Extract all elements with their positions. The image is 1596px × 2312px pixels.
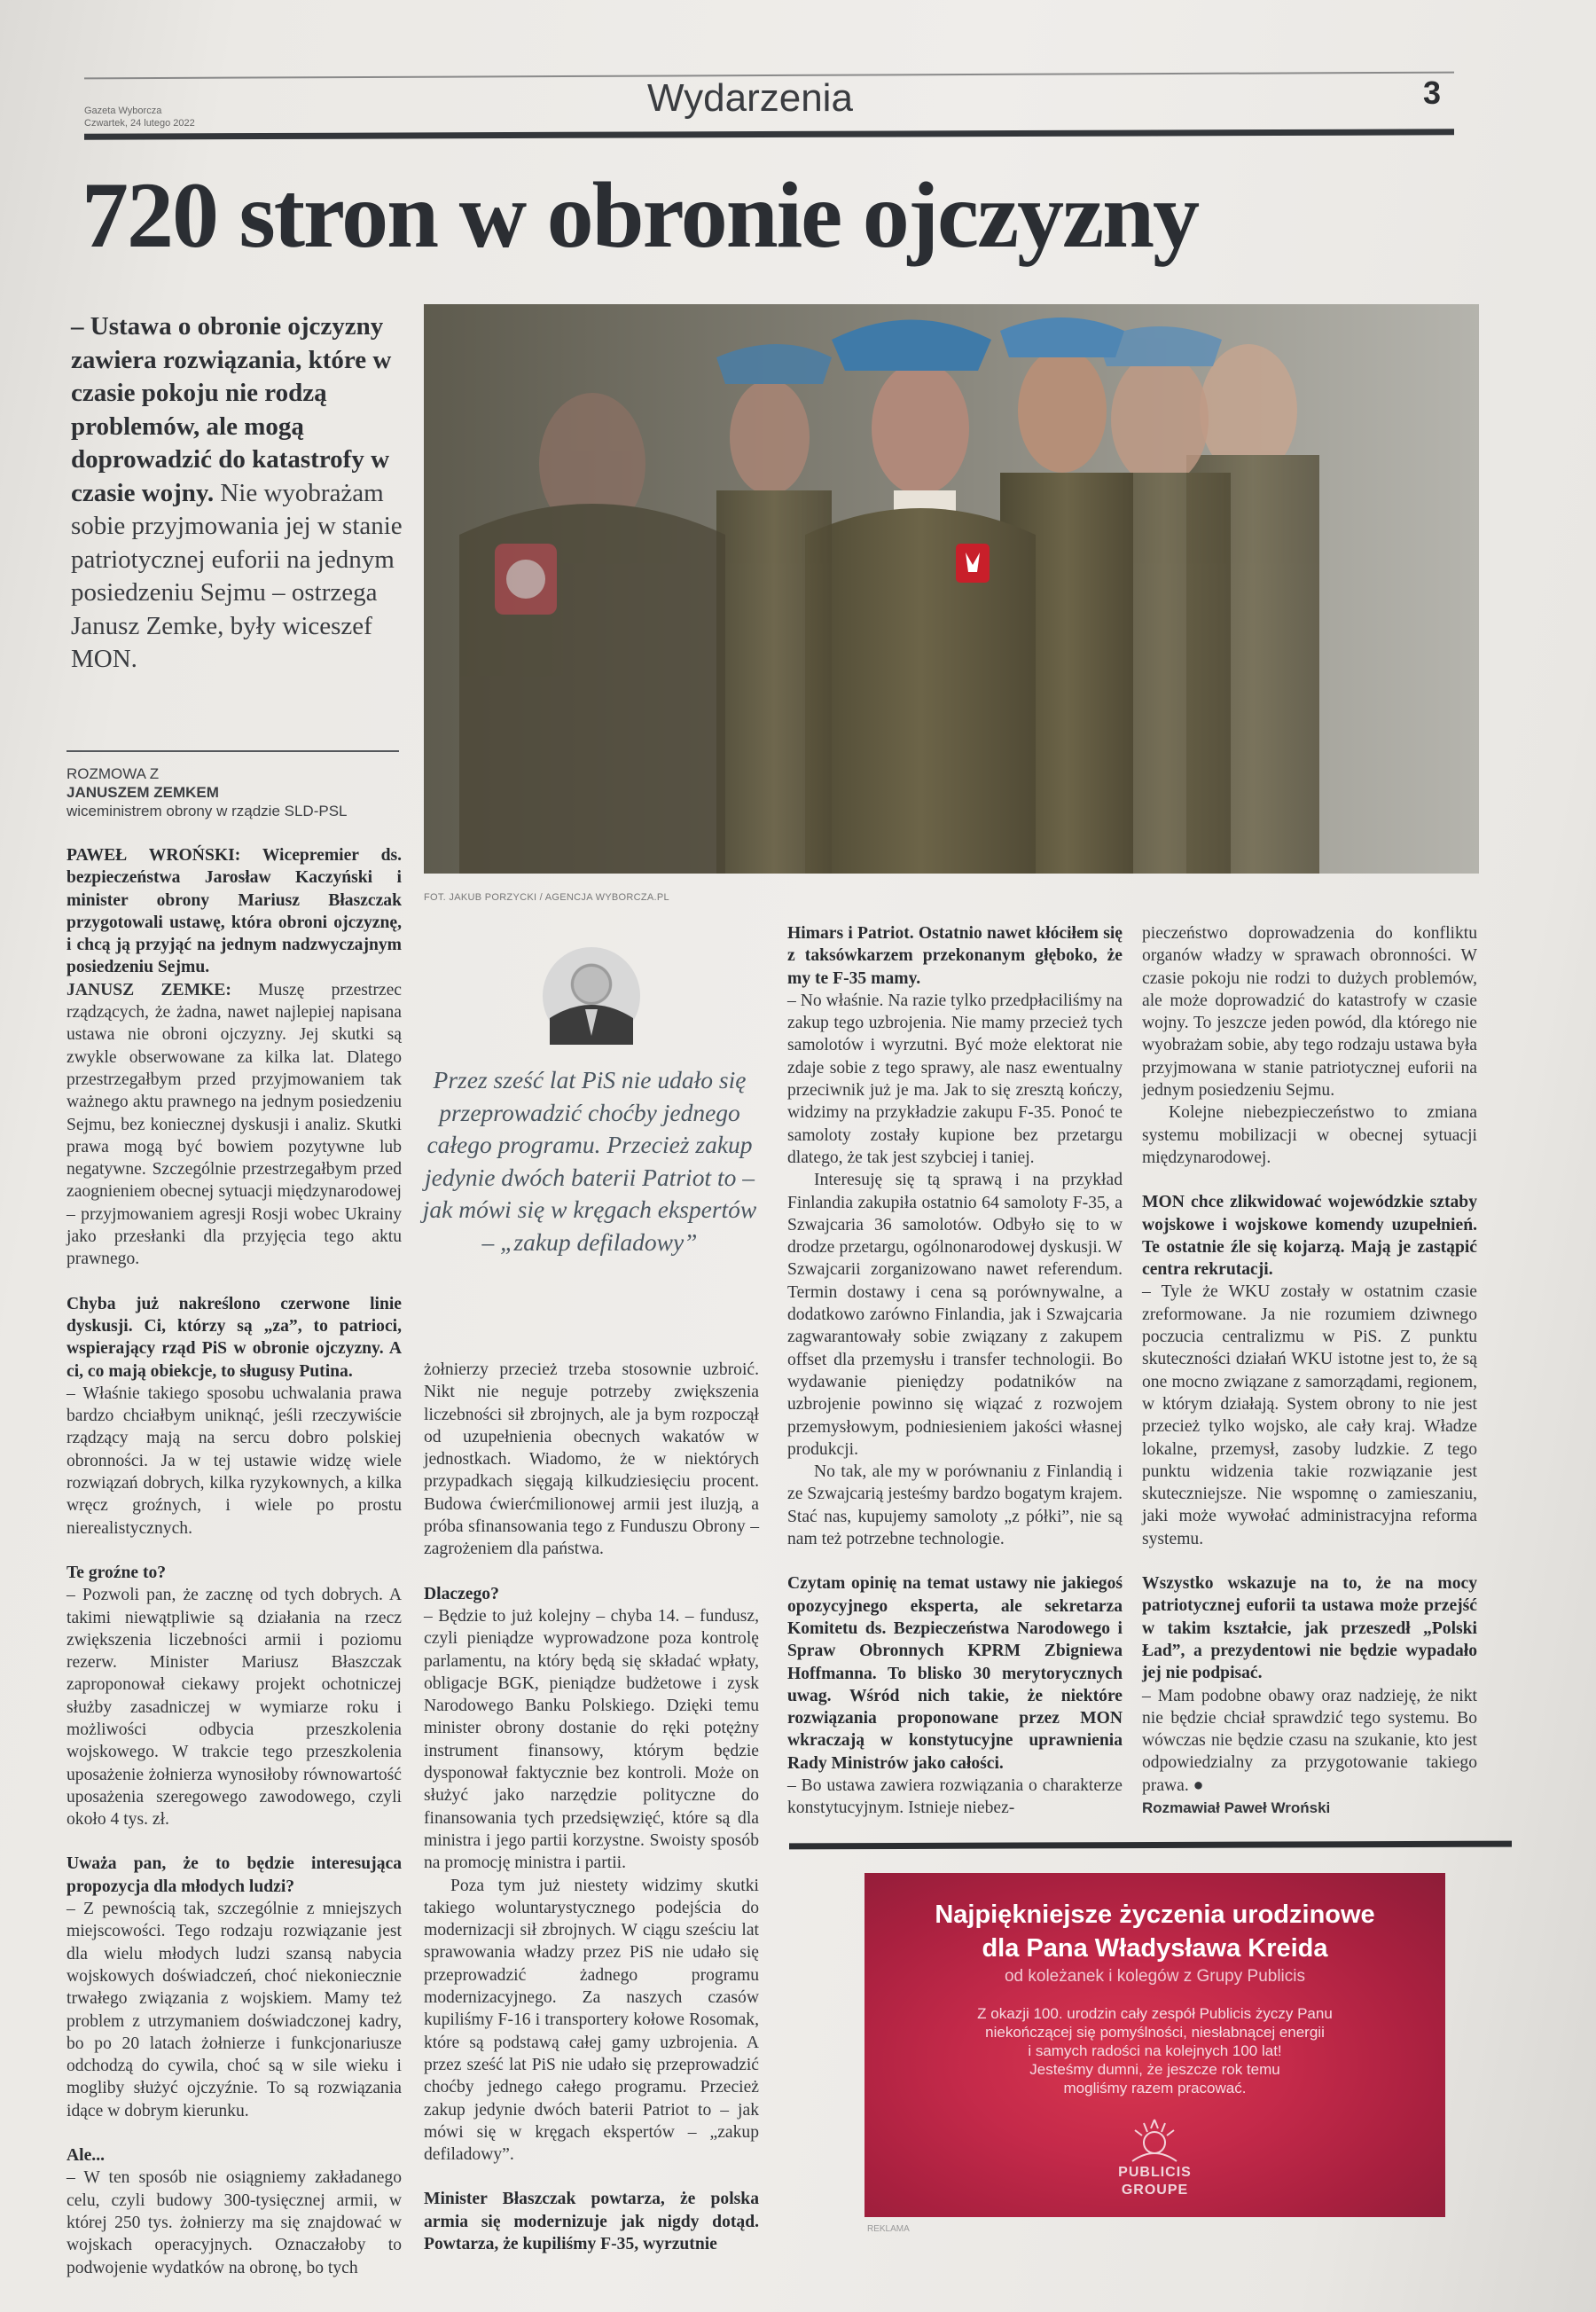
- ad-title-line: Najpiękniejsze życzenia urodzinowe: [935, 1901, 1375, 1929]
- issue-date: Czwartek, 24 lutego 2022: [84, 118, 195, 129]
- paragraph-text: Kolejne niebezpieczeństwo to zmiana systemu mobilizacji w obecnej sytuacji międzynarodowej.: [1142, 1103, 1477, 1167]
- paragraph-text: Dlaczego?: [424, 1584, 499, 1603]
- speaker-label: PAWEŁ WROŃSKI:: [66, 846, 241, 865]
- article-column-2: [424, 1359, 759, 2254]
- interviewee-portrait: [543, 947, 640, 1045]
- ad-body-line: i samych radości na kolejnych 100 lat!: [1028, 2042, 1282, 2059]
- pull-quote: Przez sześć lat PiS nie udało się przeprowadzić choćby jednego całego programu. Przecież zakup jedynie dwóch baterii Patriot to – jak mówi się w kręgach ekspertów – „zakup defiladowy”: [422, 1066, 757, 1256]
- paragraph-text: Rozmawiał Paweł Wroński: [1142, 1799, 1331, 1816]
- paragraph-text: – No właśnie. Na razie tylko przedpłaciliśmy na zakup tego uzbrojenia. Nie mamy przecież tych samolotów i wyrzutni. Być może elektorat nie zdaje sobie z tego sprawy, ale nasz ewentualny przeciwnik już je ma. Jak to się zresztą kończy, widzimy na przykładzie zakupu F-35. Ponoć te samoloty zostały kupione bez przetargu dlatego, że tak jest szybciej i taniej.: [787, 991, 1123, 1167]
- question-paragraph: [66, 1562, 402, 1584]
- paragraph-text: Muszę przestrzec rządzących, że żadna, nawet najlepiej napisana ustawa nie obroni ojczyzny. Jej skutki są zwykle obserwowane za kilka lat. Dlatego przestrzegałbym przed przyjmowaniem tak ważnego aktu prawnego na jednym posiedzeniu Sejmu, bez koniecznej dyskusji i analiz. Skutki prawa mogą być bowiem pozytywne lub negatywne. Szczególnie przestrzegałbym przed zaognieniem obecnej sytuacji międzynarodowej – przyjmowaniem agresji Rosji wobec Ukrainy jako przesłanki dla przyjęcia tego aktu prawnego.: [66, 980, 402, 1269]
- paragraph-text: – Właśnie takiego sposobu uchwalania prawa bardzo chciałbym uniknąć, jeśli rzeczywiście rządzący mają na sercu dobro polskiej obronności. Ja w tej ustawie widzę wiele rozwiązań dobrych, kilka ryzykownych, a kilka wręcz groźnych, i wiele po prostu nierealistycznych.: [66, 1383, 402, 1538]
- soldiers-image: [424, 304, 1479, 874]
- paragraph-text: Chyba już nakreślono czerwone linie dyskusji. Ci, którzy są „za”, to patrioci, wspierający rząd PiS w obronie ojczyzny. A ci, co mają obiekcje, to sługusy Putina.: [66, 1294, 402, 1381]
- paragraph-text: – Z pewnością tak, szczególnie z mniejszych miejscowości. Tego rodzaju rozwiązanie jest dla wielu młodych ludzi szansą nabycia wojskowych doświadczeń, choć niekoniecznie trwałego związania z wojskiem. Mamy też problem z utrzymaniem doświadczonej kadry, bo po 20 latach żołnierze i funkcjonariusze odchodzą do cywila, choć są w sile wieku i mogliby służyć ojczyźnie. To są rozwiązania idące w dobrym kierunku.: [66, 1900, 402, 2120]
- question-paragraph: [66, 2144, 402, 2167]
- body-paragraph: [787, 1461, 1123, 1550]
- question-paragraph: [787, 1572, 1123, 1775]
- body-paragraph: [424, 1875, 759, 2167]
- question-paragraph: [424, 1583, 759, 1605]
- question-paragraph: [424, 2188, 759, 2255]
- question-paragraph: [1142, 1191, 1477, 1281]
- interviewee-role: wiceministrem obrony w rządzie SLD-PSL: [66, 803, 348, 819]
- answer-paragraph: [1142, 1281, 1477, 1550]
- portrait-image: [543, 947, 640, 1045]
- ad-body-line: Z okazji 100. urodzin cały zespół Publicis życzy Panu: [977, 2005, 1333, 2022]
- header-bottom-rule: [84, 129, 1454, 139]
- question-paragraph: [1142, 1572, 1477, 1684]
- ad-subtitle: od koleżanek i kolegów z Grupy Publicis: [1004, 1967, 1305, 1986]
- answer-paragraph: [787, 1775, 1123, 1820]
- paper-name: Gazeta Wyborcza: [84, 106, 162, 116]
- body-paragraph: [1142, 1101, 1477, 1169]
- lead-regular: Nie wyobrażam sobie przyjmowania jej w stanie patriotycznej euforii na jednym posiedzeniu Sejmu – ostrzega Janusz Zemke, były wiceszef MON.: [71, 478, 403, 673]
- article-column-1: [66, 844, 402, 2277]
- paragraph-text: – Tyle że WKU zostały w ostatnim czasie zreformowane. Ja nie rozumiem dziwnego poczucia centralizmu w PiS. Z punktu skuteczności działań WKU istotne jest to, że są one mocno związane z samorządami, regionem, w którym działają. System obrony to nie jest przecież tylko wojsko, ale cały kraj. Władze lokalne, przemysł, zasoby ludzkie. Z tego punktu widzenia takie rozwiązanie jest skuteczniejsze. Nie wspomnę o zamieszaniu, jaki może wywołać administracyjna reforma systemu.: [1142, 1282, 1477, 1548]
- advertisement: [864, 1873, 1445, 2217]
- ad-body: [900, 2004, 1410, 2097]
- soldiers-photo: [424, 304, 1479, 874]
- paragraph-text: Himars i Patriot. Ostatnio nawet kłóciłem się z taksówkarzem przekonanym głęboko, że my te F-35 mamy.: [787, 924, 1123, 988]
- article-column-3: [787, 922, 1123, 1836]
- interviewee-name: JANUSZEM ZEMKEM: [66, 784, 219, 801]
- answer-paragraph: [1142, 1685, 1477, 1797]
- ad-body-line: niekończącej się pomyślności, niesłabnącej energii: [985, 2024, 1325, 2041]
- question-paragraph: [66, 844, 402, 979]
- ad-brand-line: GROUPE: [1121, 2183, 1189, 2198]
- ad-body-line: mogliśmy razem pracować.: [1063, 2080, 1247, 2096]
- paragraph-text: Interesuję się tą sprawą i na przykład Finlandia zakupiła ostatnio 64 samoloty F-35, a Szwajcaria 36 samolotów. Odbyło się to w drodze przetargu, ogólnonarodowej dyskusji. W Szwajcarii zorganizowano nawet referendum. Termin dostawy i cena są porównywalne, a dodatkowo zarówno Finlandia, jak i Szwajcaria zagwarantowały sobie związany z zakupem offset dla przemysłu i transfer technologii. Bo wydawanie pieniędzy podatników na uzbrojenie powinno się wiązać z rozwojem przemysłowym, podniesieniem jakości własnej produkcji.: [787, 1171, 1123, 1459]
- speaker-label: JANUSZ ZEMKE:: [66, 980, 231, 999]
- ad-caption: REKLAMA: [867, 2224, 910, 2234]
- paragraph-text: – Będzie to już kolejny – chyba 14. – fundusz, czyli pieniądze wyprowadzone poza kontrolę parlamentu, na który będą się składać wpłaty, obligacje BGK, pieniądze budżetowe i zysk Narodowego Banku Polskiego. Dzięki temu minister obrony dostanie do ręki potężny instrument finansowy, którym będzie dysponował faktycznie bez kontroli. Może on służyć jako narzędzie polityczne do finansowania tych przedsięwzięć, które są dla ministra i jego partii korzystne. Swoisty sposób na promocję ministra i partii.: [424, 1606, 759, 1873]
- paragraph-text: Wszystko wskazuje na to, że na mocy patriotycznej euforii ta ustawa może przejść w takim kształcie, jak przeszedł „Polski Ład”, a prezydentowi nie będzie wypadało jej nie podpisać.: [1142, 1574, 1477, 1683]
- paragraph-text: Wicepremier ds. bezpieczeństwa Jarosław Kaczyński i minister obrony Mariusz Błaszczak przygotowali ustawę, która obroni ojczyznę, i chcą ją przyjąć na jednym nadzwyczajnym posiedzeniu Sejmu.: [66, 846, 402, 977]
- lead-paragraph: [71, 310, 408, 677]
- paragraph-text: – Mam podobne obawy oraz nadzieję, że nikt nie będzie chciał sprawdzić tego systemu. Bo wówczas nie będzie czasu na szukanie, kto jest odpowiedzialny za przygotowanie takiego prawa. ●: [1142, 1686, 1477, 1795]
- masthead-info: [84, 105, 195, 129]
- answer-paragraph: [787, 990, 1123, 1169]
- ad-divider: [789, 1841, 1512, 1850]
- lead-divider: [66, 750, 399, 752]
- question-paragraph: [66, 1293, 402, 1383]
- body-paragraph: [787, 1169, 1123, 1461]
- signoff: [1142, 1797, 1477, 1819]
- answer-paragraph: [66, 2167, 402, 2278]
- interview-label: ROZMOWA Z: [66, 765, 160, 782]
- paragraph-text: MON chce zlikwidować wojewódzkie sztaby wojskowe i wojskowe komendy uzupełnień. Te ostatnie źle się kojarzą. Mają je zastąpić centra rekrutacji.: [1142, 1193, 1477, 1280]
- photo-credit: FOT. JAKUB PORZYCKI / AGENCJA WYBORCZA.PL: [424, 892, 669, 903]
- paragraph-text: żołnierzy przecież trzeba stosownie uzbroić. Nikt nie neguje potrzeby zwiększenia liczebności sił zbrojnych, ale ja bym rozpoczął od uzupełnienia obecnych wakatów w jednostkach. Wiadomo, że w niektórych przypadkach sięgają kilkudziesięciu procent. Budowa ćwierćmilionowej armii jest iluzją, a próba sfinansowania tego z Funduszu Obrony – zagrożeniem dla państwa.: [424, 1360, 759, 1559]
- interview-byline: [66, 764, 412, 820]
- answer-paragraph: [66, 1584, 402, 1830]
- paragraph-text: pieczeństwo doprowadzenia do konfliktu organów władzy w sprawach obronności. W czasie pokoju nie rodzi to dużych problemów, ale może doprowadzić do katastrofy w czasie wojny. To jeszcze jeden powód, dla którego nie wyobrażam sobie, aby tego rodzaju ustawa była przyjmowana w stanie patriotycznej euforii na jednym posiedzeniu Sejmu.: [1142, 924, 1477, 1101]
- paragraph-text: Poza tym już niestety widzimy skutki takiego woluntarystycznego podejścia do modernizacji sił zbrojnych. W ciągu sześciu lat sprawowania władzy przez PiS nie udało się przeprowadzić żadnego programu modernizacyjnego. Za naszych czasów kupiliśmy F-16 i transportery kołowe Rosomak, które są podstawą całej gamy uzbrojenia. A przez sześć lat PiS nie udało się przeprowadzić choćby jednego całego programu. Przecież zakup jedynie dwóch baterii Patriot to – jak mówi się w kręgach ekspertów – „zakup defiladowy”.: [424, 1876, 759, 2165]
- paragraph-text: No tak, ale my w porównaniu z Finlandią i ze Szwajcarią jesteśmy bardzo bogatym krajem. Stać nas, kupujemy samoloty „z półki”, nie są nam też potrzebne technologie.: [787, 1462, 1123, 1549]
- paragraph-text: Czytam opinię na temat ustawy nie jakiegoś opozycyjnego eksperta, ale sekretarza Komitetu ds. Bezpieczeństwa Narodowego i Spraw Obronnych KPRM Zbigniewa Hoffmanna. To blisko 30 merytorycznych uwag. Wśród nich takie, że niektóre rozwiązania proponowane przez MON wkraczają w konstytucyjne uprawnienia Rady Ministrów jako całości.: [787, 1574, 1123, 1773]
- answer-paragraph: [424, 1359, 759, 1561]
- section-title: Wydarzenia: [647, 76, 853, 120]
- publicis-lion-logo-icon: [1110, 2112, 1199, 2166]
- article-column-4: [1142, 922, 1477, 1836]
- ad-brand: [864, 2164, 1445, 2199]
- paragraph-text: Minister Błaszczak powtarza, że polska armia się modernizuje jak nigdy dotąd. Powtarza, że kupiliśmy F-35, wyrzutnie: [424, 2190, 759, 2253]
- paragraph-text: Ale...: [66, 2146, 105, 2166]
- ad-title-line: dla Pana Władysława Kreida: [982, 1934, 1328, 1963]
- lead-bold: – Ustawa o obronie ojczyzny zawiera rozwiązania, które w czasie pokoju nie rodzą problemów, ale mogą doprowadzić do katastrofy w czasie wojny.: [71, 312, 392, 507]
- answer-paragraph: [66, 1898, 402, 2122]
- ad-body-line: Jesteśmy dumni, że jeszcze rok temu: [1029, 2061, 1280, 2078]
- paragraph-text: Uważa pan, że to będzie interesująca propozycja dla młodych ludzi?: [66, 1854, 402, 1896]
- answer-paragraph: [66, 1383, 402, 1540]
- answer-paragraph: [424, 1605, 759, 1875]
- paragraph-text: – Bo ustawa zawiera rozwiązania o charakterze konstytucyjnym. Istnieje niebez-: [787, 1775, 1123, 1818]
- ad-title: [864, 1898, 1445, 1965]
- paragraph-text: – W ten sposób nie osiągniemy zakładanego celu, czyli budowy 300-tysięcznej armii, w której 250 tys. żołnierzy ma się znajdować w wojskach operacyjnych. Oznaczałoby to podwojenie wydatków na obronę, bo tych: [66, 2168, 402, 2277]
- question-paragraph: [787, 922, 1123, 990]
- ad-brand-line: PUBLICIS: [1118, 2165, 1192, 2180]
- question-paragraph: [66, 1853, 402, 1898]
- answer-paragraph: [66, 979, 402, 1271]
- paragraph-text: Te groźne to?: [66, 1563, 167, 1582]
- headline: 720 stron w obronie ojczyzny: [82, 163, 1199, 267]
- paragraph-text: – Pozwoli pan, że zacznę od tych dobrych. A takimi niewątpliwie są działania na rzecz zwiększenia liczebności armii i poziomu rezerw. Minister Mariusz Błaszczak zaproponował ciekawy projekt ochotniczej służby zasadniczej w wymiarze roku i możliwości odbycia przeszkolenia wojskowego. W trakcie tego przeszkolenia uposażenie żołnierza wynosiłoby równowartość uposażenia szeregowego zawodowego, czyli około 4 tys. zł.: [66, 1586, 402, 1830]
- answer-paragraph: [1142, 922, 1477, 1101]
- page-number: 3: [1423, 74, 1442, 111]
